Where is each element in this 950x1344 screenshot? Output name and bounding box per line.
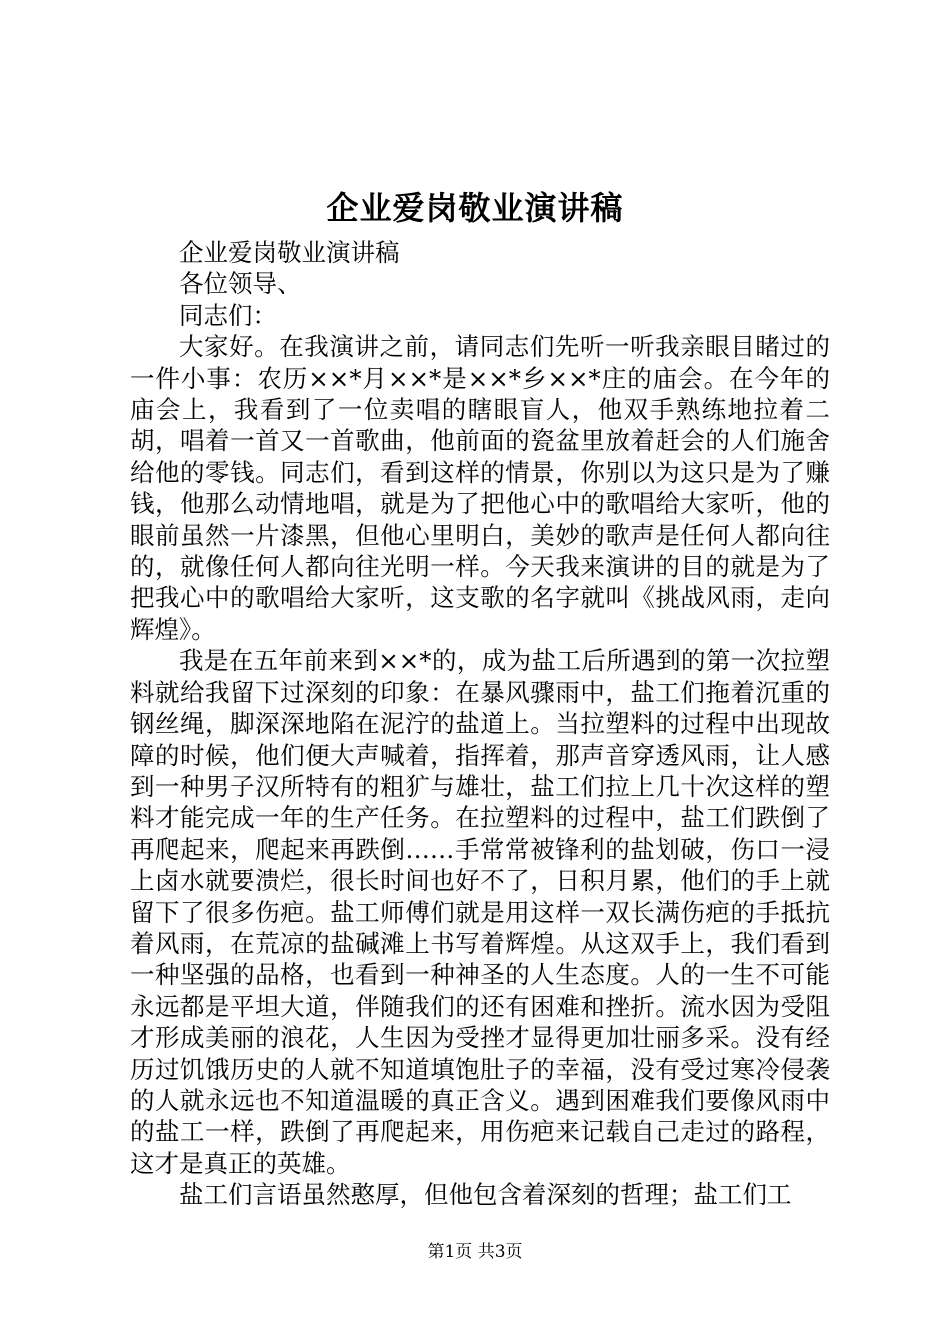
document-body [130,237,830,1211]
body-paragraph: 我是在五年前来到××*的，成为盐工后所遇到的第一次拉塑料就给我留下过深刻的印象：在暴风骤雨中，盐工们拖着沉重的钢丝绳，脚深深地陷在泥泞的盐道上。当拉塑料的过程中出现故障的时候，他们便大声喊着，指挥着，那声音穿透风雨，让人感到一种男子汉所特有的粗犷与雄壮，盐工们拉上几十次这样的塑料才能完成一年的生产任务。在拉塑料的过程中，盐工们跌倒了再爬起来，爬起来再跌倒……手常常被锋利的盐划破，伤口一浸上卤水就要溃烂，很长时间也好不了，日积月累，他们的手上就留下了很多伤疤。盐工师傅们就是用这样一双长满伤疤的手抵抗着风雨，在荒凉的盐碱滩上书写着辉煌。从这双手上，我们看到一种坚强的品格，也看到一种神圣的人生态度。人的一生不可能永远都是平坦大道，伴随我们的还有困难和挫折。流水因为受阻才形成美丽的浪花，人生因为受挫才显得更加壮丽多采。没有经历过饥饿历史的人就不知道填饱肚子的幸福，没有受过寒冷侵袭的人就永远也不知道温暖的真正含义。遇到困难我们要像风雨中的盐工一样，跌倒了再爬起来，用伤疤来记载自己走过的路程，这才是真正的英雄。 [130,646,830,1178]
body-paragraph: 大家好。在我演讲之前，请同志们先听一听我亲眼目睹过的一件小事：农历××*月××*是××*乡××*庄的庙会。在今年的庙会上，我看到了一位卖唱的瞎眼盲人，他双手熟练地拉着二胡，唱着一首又一首歌曲，他前面的瓷盆里放着赶会的人们施舍给他的零钱。同志们，看到这样的情景，你别以为这只是为了赚钱，他那么动情地唱，就是为了把他心中的歌唱给大家听，他的眼前虽然一片漆黑，但他心里明白，美妙的歌声是任何人都向往的，就像任何人都向往光明一样。今天我来演讲的目的就是为了把我心中的歌唱给大家听，这支歌的名字就叫《挑战风雨，走向辉煌》。 [130,332,830,644]
body-paragraph: 同志们： [179,300,277,330]
body-paragraph: 企业爱岗敬业演讲稿 [179,238,400,267]
document-title: 企业爱岗敬业演讲稿 [326,189,624,227]
page-number-footer: 第1页 共3页 [427,1242,523,1262]
body-paragraph: 盐工们言语虽然憨厚，但他包含着深刻的哲理；盐工们工 [179,1180,792,1210]
body-paragraph: 各位领导、 [179,269,302,299]
